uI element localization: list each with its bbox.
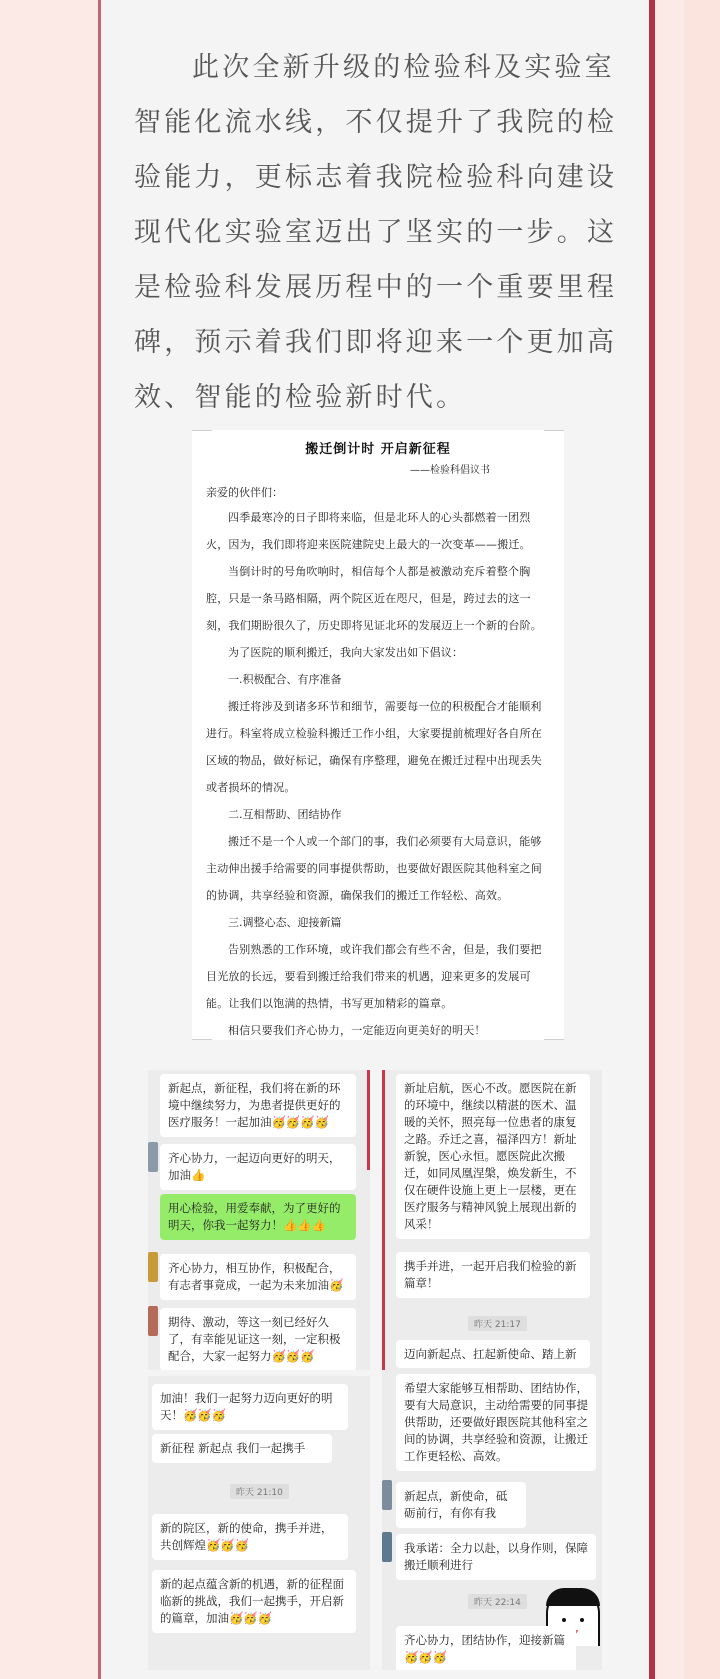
letter-paragraph: 四季最寒冷的日子即将来临，但是北环人的心头都燃着一团烈火，因为，我们即将迎来医院建院史上最大的一次变革——搬迁。 — [206, 511, 531, 551]
chat-timestamp: 昨天 21:17 — [468, 1316, 527, 1331]
sticker-eye — [562, 1618, 566, 1622]
chat-message: 期待、激动，等这一刻已经好久了，有幸能见证这一刻，一定积极配合，大家一起努力🥳🥳🥳 — [160, 1308, 356, 1371]
chat-message: 新起点，新使命，砥砺前行，有你有我 — [396, 1482, 526, 1528]
avatar — [148, 1142, 158, 1172]
chat-message: 希望大家能够互相帮助、团结协作，要有大局意识，主动给需要的同事提供帮助，还要做好跟医院其他科室之间的协调，共享经验和资源，让搬迁工作更轻松、高效。 — [396, 1374, 596, 1471]
letter-heading: 三.调整心态、迎接新篇 — [228, 916, 342, 929]
sticker-hair — [546, 1588, 600, 1606]
screenshot-divider — [148, 1370, 370, 1376]
chat-screenshot-left — [148, 1070, 370, 1670]
left-border-rule — [98, 0, 101, 1679]
letter-greeting: 亲爱的伙伴们： — [206, 486, 283, 499]
chat-message-self: 用心检验，用爱奉献，为了更好的明天，你我一起努力！👍👍👍 — [160, 1194, 356, 1240]
letter-edge-top-left — [192, 430, 212, 431]
chat-message: 齐心协力，一起迈向更好的明天，加油👍 — [160, 1144, 356, 1190]
avatar — [382, 1532, 392, 1562]
right-border-rule — [649, 0, 655, 1679]
letter-paragraph: 搬迁不是一个人或一个部门的事，我们必须要有大局意识，能够主动伸出援手给需要的同事提供帮助，也要做好跟医院其他科室之间的协调，共享经验和资源，确保我们的搬迁工作轻松、高效。 — [206, 835, 542, 902]
chat-message: 新征程 新起点 我们一起携手 — [152, 1434, 332, 1463]
chat-message: 新的院区，新的使命，携手并进，共创辉煌🥳🥳🥳 — [152, 1514, 348, 1560]
chat-message: 新起点，新征程，我们将在新的环境中继续努力，为患者提供更好的医疗服务！一起加油🥳🥳🥳🥳 — [160, 1074, 356, 1137]
letter-paragraph: 为了医院的顺利搬迁，我向大家发出如下倡议： — [228, 646, 464, 659]
letter-paragraph: 告别熟悉的工作环境，或许我们都会有些不舍，但是，我们要把目光放的长远，要看到搬迁给我们带来的机遇，迎来更多的发展可能。让我们以饱满的热情，书写更加精彩的篇章。 — [206, 943, 542, 1010]
letter-paragraph: 搬迁将涉及到诸多环节和细节，需要每一位的积极配合才能顺利进行。科室将成立检验科搬迁工作小组，大家要提前梳理好各自所在区域的物品，做好标记，确保有序整理，避免在搬迁过程中出现丢失或者损坏的情况。 — [206, 700, 542, 794]
letter-edge-bottom-left — [192, 1039, 212, 1040]
letter-heading: 二.互相帮助、团结协作 — [228, 808, 342, 821]
chat-screenshots — [148, 1070, 602, 1670]
avatar — [382, 1480, 392, 1510]
scroll-indicator — [382, 1070, 385, 1370]
chat-message: 齐心协力，团结协作，迎接新篇🥳🥳🥳 — [396, 1626, 576, 1670]
chat-timestamp: 昨天 21:10 — [230, 1484, 289, 1499]
chat-screenshot-right — [382, 1070, 602, 1670]
avatar — [148, 1306, 158, 1336]
chat-message: 迈向新起点、扛起新使命、踏上新 — [396, 1340, 590, 1368]
letter-paragraph: 当倒计时的号角吹响时，相信每个人都是被激动充斥着整个胸腔，只是一条马路相隔，两个院区近在咫尺，但是，跨过去的这一刻，我们期盼很久了，历史即将见证北环的发展迈上一个新的台阶。 — [206, 565, 542, 632]
chat-message: 我承诺：全力以赴，以身作则，保障搬迁顺利进行 — [396, 1534, 596, 1580]
letter-heading: 一.积极配合、有序准备 — [228, 673, 342, 686]
letter-edge-bottom-right — [544, 1039, 564, 1040]
chat-message: 加油！我们一起努力迈向更好的明天！🥳🥳🥳 — [152, 1384, 348, 1430]
letter-image — [192, 430, 564, 1040]
sticker-eye — [580, 1618, 584, 1622]
letter-paragraph: 相信只要我们齐心协力，一定能迈向更美好的明天！ — [228, 1024, 486, 1037]
letter-edge-top-right — [544, 430, 564, 431]
letter-title: 搬迁倒计时 开启新征程 — [305, 442, 451, 457]
chat-message: 携手并进，一起开启我们检验的新篇章！ — [396, 1252, 590, 1298]
intro-paragraph: 此次全新升级的检验科及实验室智能化流水线，不仅提升了我院的检验能力，更标志着我院检验科向建设现代化实验室迈出了坚实的一步。这是检验科发展历程中的一个重要里程碑，预示着我们即将迎来一个更加高效、智能的检验新时代。 — [134, 52, 618, 413]
chat-timestamp: 昨天 22:14 — [468, 1594, 527, 1609]
letter-subtitle: ——检验科倡议书 — [410, 465, 490, 476]
page-margin-right — [684, 0, 720, 1679]
scroll-indicator — [367, 1070, 370, 1170]
chat-message: 新址启航，医心不改。愿医院在新的环境中，继续以精湛的医术、温暖的关怀，照亮每一位患者的康复之路。乔迁之喜，福泽四方！新址新貌，医心永恒。愿医院此次搬迁，如同凤凰涅槃，焕发新生，不仅在硬件设施上更上一层楼，更在医疗服务与精神风貌上展现出新的风采！ — [396, 1074, 590, 1239]
chat-message: 齐心协力，相互协作，积极配合，有志者事竟成，一起为未来加油🥳 — [160, 1254, 356, 1300]
chat-message: 新的起点蕴含新的机遇，新的征程面临新的挑战，我们一起携手，开启新的篇章，加油🥳🥳🥳 — [152, 1570, 356, 1633]
avatar — [148, 1252, 158, 1282]
page-margin-left — [0, 0, 36, 1679]
